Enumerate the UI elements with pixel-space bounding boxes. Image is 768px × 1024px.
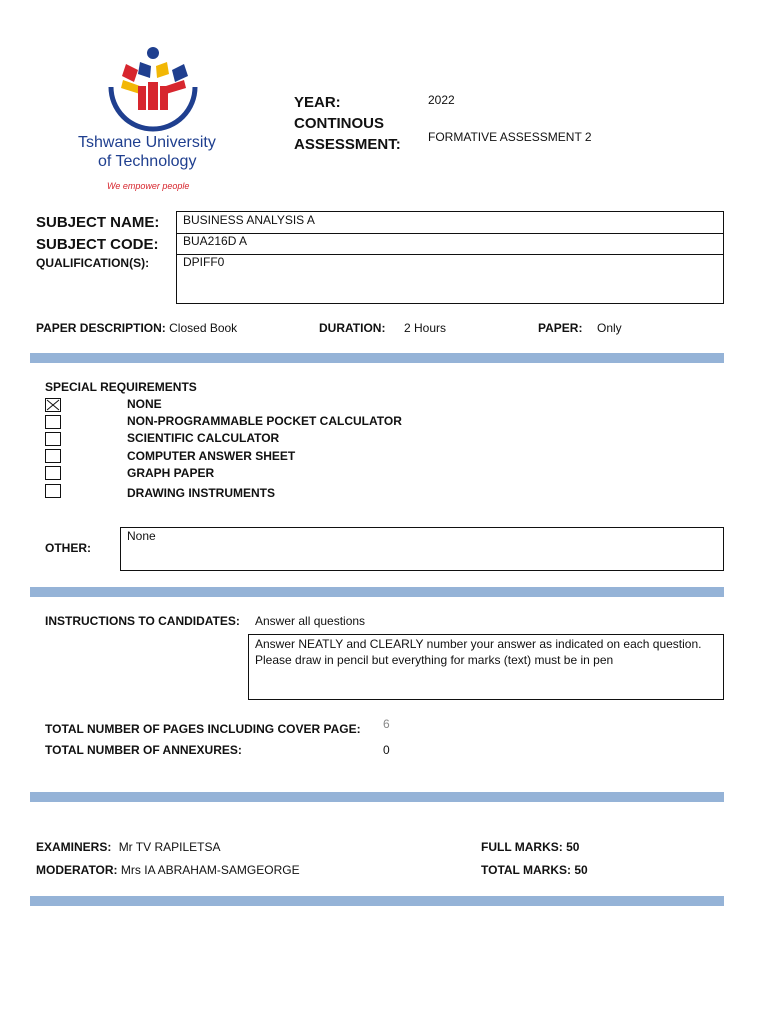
paper-label: PAPER: (538, 321, 583, 335)
checkbox-graph-paper[interactable] (45, 466, 61, 480)
requirement-label-non-programmable-calculator: NON-PROGRAMMABLE POCKET CALCULATOR (127, 414, 402, 428)
paper-description (36, 321, 237, 335)
total-marks: TOTAL MARKS: 50 (481, 863, 588, 877)
assessment-label-1: CONTINOUS (294, 115, 384, 132)
total-pages-value: 6 (383, 717, 390, 731)
year-value: 2022 (428, 93, 455, 107)
total-annexures-label: TOTAL NUMBER OF ANNEXURES: (45, 743, 242, 757)
other-field (120, 527, 724, 571)
paper-value: Only (597, 321, 622, 335)
requirement-label-graph-paper: GRAPH PAPER (127, 466, 215, 480)
divider-bar-2 (30, 587, 724, 597)
requirement-label-computer-answer-sheet: COMPUTER ANSWER SHEET (127, 449, 296, 463)
full-marks: FULL MARKS: 50 (481, 840, 580, 854)
checkbox-none[interactable] (45, 398, 61, 412)
checkbox-drawing-instruments[interactable] (45, 484, 61, 498)
qualification-value: DPIFF0 (183, 255, 225, 269)
subject-code-value: BUA216D A (183, 234, 248, 248)
paper-description-label: PAPER DESCRIPTION: (36, 321, 166, 335)
year-label: YEAR: (294, 94, 341, 111)
qualification-field (176, 254, 724, 304)
special-requirements-title: SPECIAL REQUIREMENTS (45, 380, 197, 394)
qualification-label: QUALIFICATION(S): (36, 256, 150, 270)
subject-name-label: SUBJECT NAME: (36, 214, 160, 231)
checkbox-computer-answer-sheet[interactable] (45, 449, 61, 463)
logo-name-line1: Tshwane University (78, 134, 216, 151)
duration-label: DURATION: (319, 321, 386, 335)
checkbox-scientific-calculator[interactable] (45, 432, 61, 446)
divider-bar-1 (30, 353, 724, 363)
examiners (36, 840, 221, 854)
examiners-value: Mr TV RAPILETSA (118, 840, 221, 854)
moderator (36, 863, 300, 877)
logo-emblem-icon (76, 42, 236, 142)
other-value: None (127, 529, 156, 543)
assessment-label-2: ASSESSMENT: (294, 136, 401, 153)
subject-name-value: BUSINESS ANALYSIS A (183, 213, 315, 227)
moderator-label: MODERATOR: (36, 863, 118, 877)
checkbox-cross-icon (46, 399, 60, 411)
logo-name-line2: of Technology (98, 153, 197, 170)
other-label: OTHER: (45, 541, 91, 555)
divider-bar-3 (30, 792, 724, 802)
duration-value: 2 Hours (404, 321, 447, 335)
total-annexures-value: 0 (383, 743, 390, 757)
instructions-box-line1: Answer NEATLY and CLEARLY number your answer as indicated on each question. (255, 637, 702, 651)
instructions-label: INSTRUCTIONS TO CANDIDATES: (45, 614, 240, 628)
divider-bar-4 (30, 896, 724, 906)
total-pages-label: TOTAL NUMBER OF PAGES INCLUDING COVER PAGE: (45, 722, 361, 736)
examiners-label: EXAMINERS: (36, 840, 112, 854)
moderator-value: Mrs IA ABRAHAM-SAMGEORGE (120, 863, 300, 877)
instructions-box (248, 634, 724, 700)
requirement-label-scientific-calculator: SCIENTIFIC CALCULATOR (127, 431, 280, 445)
subject-code-label: SUBJECT CODE: (36, 236, 159, 253)
paper-description-value: Closed Book (169, 321, 238, 335)
checkbox-non-programmable-calculator[interactable] (45, 415, 61, 429)
logo-tagline: We empower people (107, 181, 190, 191)
subject-code-field (176, 233, 724, 255)
university-logo (76, 42, 236, 197)
instructions-box-line2: Please draw in pencil but everything for marks (text) must be in pen (255, 653, 614, 667)
instructions-line1: Answer all questions (255, 614, 366, 628)
requirement-label-drawing-instruments: DRAWING INSTRUMENTS (127, 486, 275, 500)
requirement-label-none: NONE (127, 397, 162, 411)
assessment-value: FORMATIVE ASSESSMENT 2 (428, 130, 592, 144)
subject-name-field (176, 211, 724, 234)
